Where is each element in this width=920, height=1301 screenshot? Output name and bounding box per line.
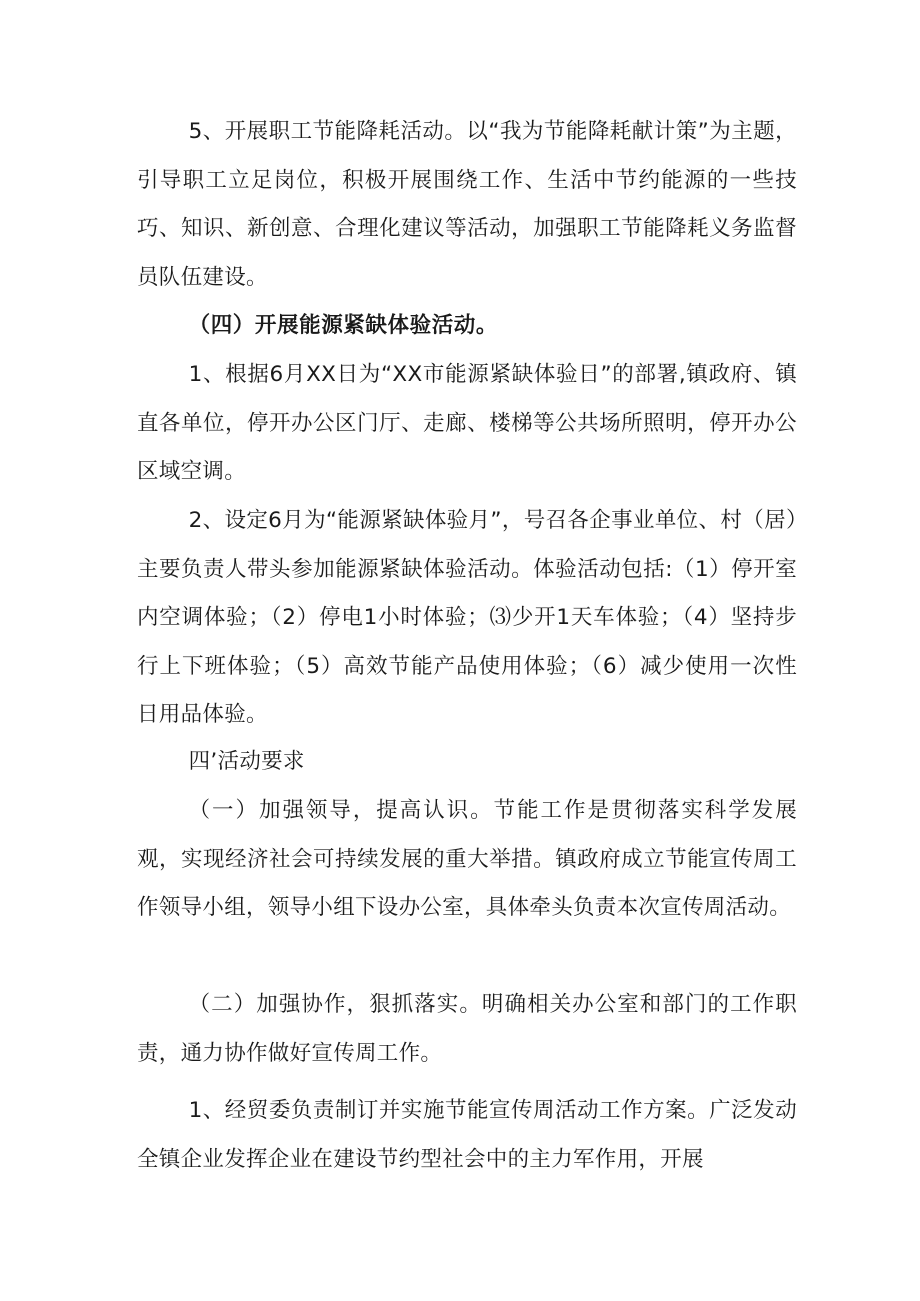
heading-activity-requirements: 四’活动要求 (188, 749, 305, 774)
heading-energy-shortage-experience: （四）开展能源紧缺体验活动。 (188, 313, 498, 338)
paragraph-strengthen-leadership: （一）加强领导，提高认识。节能工作是贯彻落实科学发展观，实现经济社会可持续发展的重大举措。镇政府成立节能宣传周工作领导小组，领导小组下设办公室，具体牵头负责本次宣传周活动。 (137, 798, 797, 920)
paragraph-employee-energy-saving: 5、开展职工节能降耗活动。以“我为节能降耗献计策”为主题，引导职工立足岗位，积极开展围绕工作、生活中节约能源的一些技巧、知识、新创意、合理化建议等活动，加强职工节能降耗义务监督员队伍建设。 (137, 119, 797, 290)
paragraph-trade-committee: 1、经贸委负责制订并实施节能宣传周活动工作方案。广泛发动全镇企业发挥企业在建设节约型社会中的主力军作用，开展 (137, 1098, 797, 1172)
paragraph-strengthen-cooperation: （二）加强协作，狠抓落实。明确相关办公室和部门的工作职责，通力协作做好宣传周工作。 (137, 992, 797, 1066)
paragraph-energy-shortage-day: 1、根据6月XX日为“XX市能源紧缺体验日”的部署,镇政府、镇直各单位，停开办公区门厅、走廊、楼梯等公共场所照明，停开办公区域空调。 (137, 362, 797, 484)
paragraph-energy-shortage-month: 2、设定6月为“能源紧缺体验月”，号召各企事业单位、村（居）主要负责人带头参加能源紧缺体验活动。体验活动包括:（1）停开室内空调体验；（2）停电1小时体验；⑶少开1天车体验；（4）坚持步行上下班体验；（5）高效节能产品使用体验；（6）减少使用一次性日用品体验。 (137, 508, 797, 727)
